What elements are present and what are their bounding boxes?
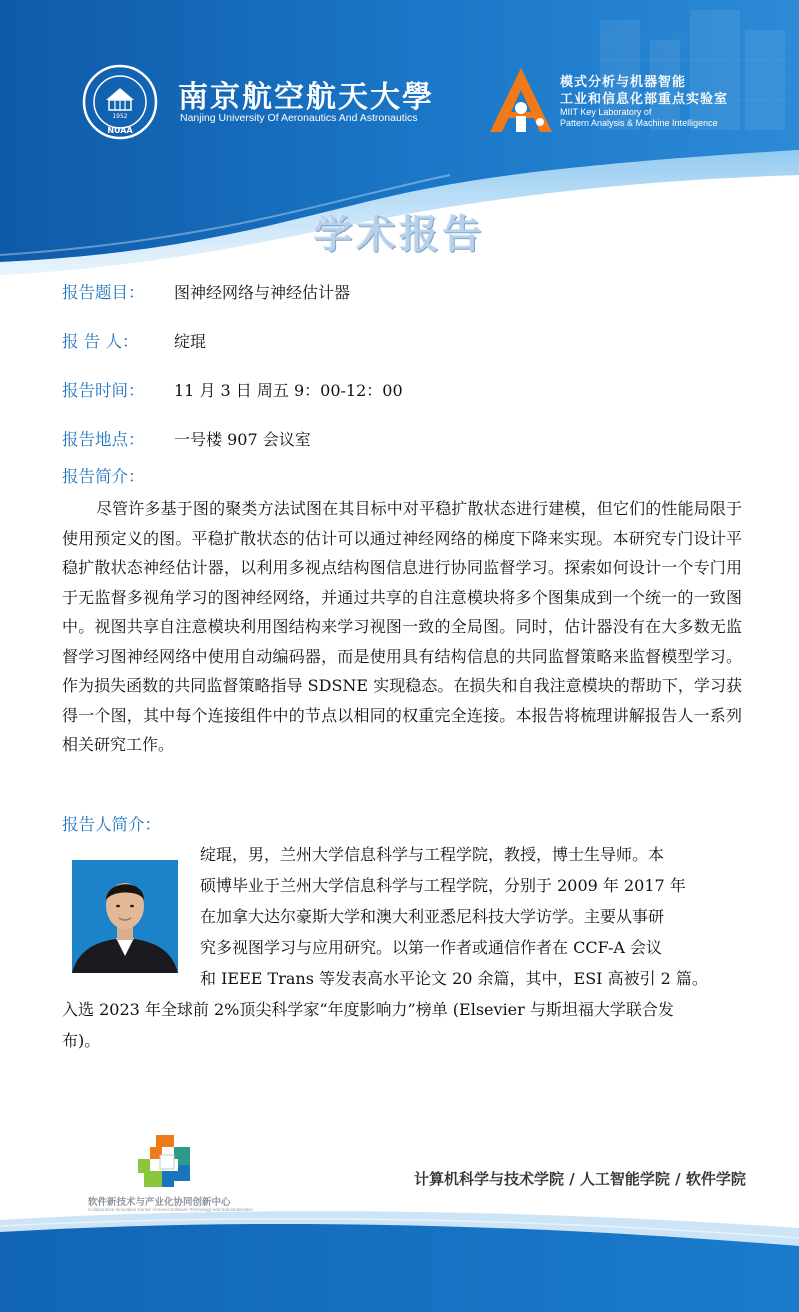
lab-name-en-line2: Pattern Analysis & Machine Intelligence [560, 118, 718, 128]
university-seal-icon [82, 64, 158, 140]
time-value: 11 月 3 日 周五 9：00-12：00 [174, 381, 403, 400]
speaker-value: 绽琨 [174, 332, 207, 351]
lab-name-cn-line2: 工业和信息化部重点实验室 [560, 92, 729, 107]
topic-label: 报告题目： [62, 283, 145, 302]
bio-line: 入选 2023 年全球前 2%顶尖科学家“年度影响力”榜单 (Elsevier 与斯坦福大学联合发 [62, 1000, 674, 1019]
page-title: 学术报告 [313, 213, 486, 258]
bio-line: 绽琨，男，兰州大学信息科学与工程学院，教授，博士生导师。本 [200, 845, 665, 864]
speaker-photo [72, 860, 178, 973]
topic-value: 图神经网络与神经估计器 [174, 283, 351, 302]
intro-text: 尽管许多基于图的聚类方法试图在其目标中对平稳扩散状态进行建模，但它们的性能局限于使用预定义的图。平稳扩散状态的估计可以通过神经网络的梯度下降来实现。本研究专门设计平稳扩散状态神经估计器，以利用多视点结构图信息进行协同监督学习。探索如何设计一个专门用于无监督多视角学习的图神经网络，并通过共享的自注意模块将多个图集成到一个统一的一致图中。视图共享自注意模块利用图结构来学习视图一致的全局图。同时，估计器没有在大多数无监督学习图神经网络中使用自动编码器，而是使用具有结构信息的共同监督策略来监督模型学习。作为损失函数的共同监督策略指导 SDSNE 实现稳态。在损失和自我注意模块的帮助下，学习获得一个图，其中每个连接组件中的节点以相同的权重完全连接。本报告将梳理讲解报告人一系列相关研究工作。 [62, 499, 742, 754]
bio-line: 布)。 [62, 1031, 101, 1050]
location-value: 一号楼 907 会议室 [174, 430, 311, 449]
bio-line: 硕博毕业于兰州大学信息科学与工程学院，分别于 2009 年 2017 年 [200, 876, 686, 895]
intro-label: 报告简介： [62, 467, 145, 486]
seal-year: 1952 [112, 113, 128, 120]
university-name-en: Nanjing University Of Aeronautics And Astronautics [180, 112, 418, 124]
bio-line: 和 IEEE Trans 等发表高水平论文 20 余篇，其中，ESI 高被引 2 篇。 [200, 969, 708, 988]
university-name-cn: 南京航空航天大學 [178, 80, 434, 115]
lab-logo-icon [486, 64, 556, 136]
school-name: 计算机科学与技术学院 / 人工智能学院 / 软件学院 [414, 1170, 746, 1188]
footer-background [0, 1210, 799, 1312]
seal-text: NUAA [107, 126, 133, 135]
bio-line: 在加拿大达尔豪斯大学和澳大利亚悉尼科技大学访学。主要从事研 [200, 907, 665, 926]
bio-label: 报告人简介： [62, 815, 161, 834]
speaker-label: 报 告 人： [62, 332, 139, 351]
location-label: 报告地点： [62, 430, 145, 449]
innovation-center-logo-icon [136, 1133, 192, 1189]
lab-name-cn-line1: 模式分析与机器智能 [560, 75, 687, 90]
innovation-center-name-cn: 软件新技术与产业化协同创新中心 [88, 1197, 231, 1208]
lab-name-en-line1: MIIT Key Laboratory of [560, 107, 652, 117]
bio-line: 究多视图学习与应用研究。以第一作者或通信作者在 CCF-A 会议 [200, 938, 663, 957]
time-label: 报告时间： [62, 381, 145, 400]
innovation-center-name-en: Collaborative Innovation Center of Novel Software Technology and Industrialization [88, 1207, 254, 1212]
